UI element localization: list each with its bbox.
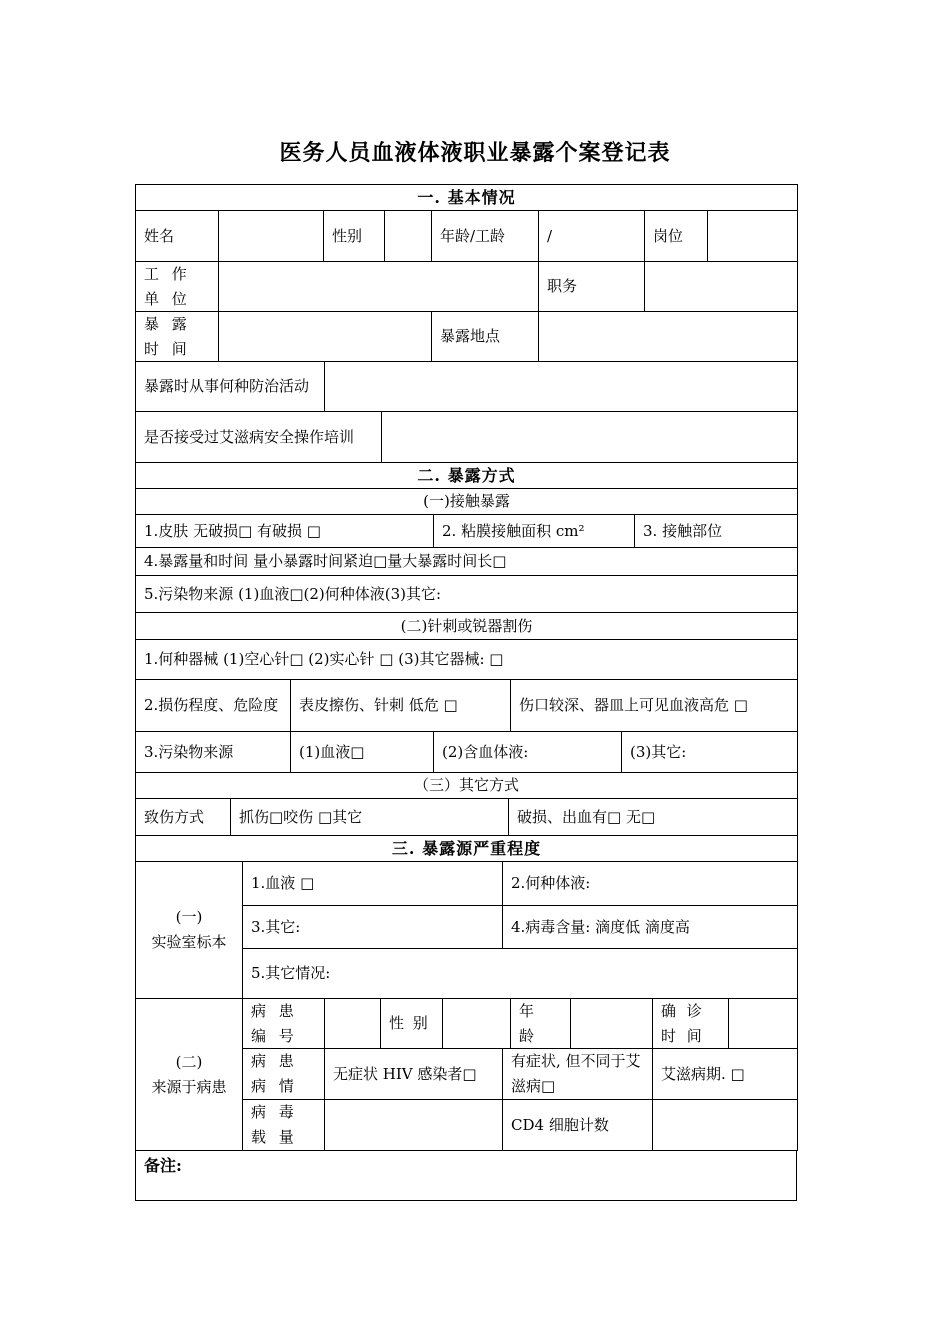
age-label: 年龄/工龄	[431, 210, 539, 262]
mucosa-area[interactable]: 2. 粘膜接触面积 cm²	[433, 514, 635, 548]
patient-group-number: (二)	[175, 1052, 203, 1071]
lab-group-title: 实验室标本	[151, 933, 227, 951]
exposure-time-label: 暴 露 时 间	[135, 311, 219, 362]
unit-label: 工 作 单 位	[135, 261, 219, 312]
name-label: 姓名	[135, 210, 219, 262]
age-field[interactable]: /	[538, 210, 645, 262]
symptomatic-option[interactable]: 有症状, 但不同于艾滋病□	[502, 1048, 653, 1100]
source-other-option[interactable]: (3)其它:	[621, 731, 798, 773]
exposure-place-label: 暴露地点	[431, 311, 539, 362]
contaminant-source-contact[interactable]: 5.污染物来源 (1)血液□(2)何种体液(3)其它:	[135, 575, 798, 613]
cd4-count-field[interactable]	[652, 1099, 798, 1151]
lab-blood-option[interactable]: 1.血液 □	[242, 861, 503, 906]
page-title: 医务人员血液体液职业暴露个案登记表	[279, 140, 671, 166]
patient-condition-label: 病 患 病 情	[242, 1048, 325, 1100]
cd4-count-label: CD4 细胞计数	[502, 1099, 653, 1151]
training-label: 是否接受过艾滋病安全操作培训	[135, 411, 382, 463]
patient-age-label: 年 龄	[510, 998, 571, 1049]
section1-heading: 一. 基本情况	[135, 184, 798, 211]
injury-degree-label: 2.损伤程度、危险度	[135, 679, 291, 732]
patient-gender-field[interactable]	[442, 998, 511, 1049]
exposure-amount[interactable]: 4.暴露量和时间 量小暴露时间紧迫□量大暴露时间长□	[135, 547, 798, 576]
lab-specimen-group	[135, 861, 243, 999]
post-label: 岗位	[644, 210, 708, 262]
unit-field[interactable]	[218, 261, 539, 312]
notes-label: 备注:	[144, 1156, 182, 1175]
patient-group-title: 来源于病患	[151, 1077, 227, 1096]
patient-id-label: 病 患 编 号	[242, 998, 325, 1049]
patient-age-field[interactable]	[570, 998, 653, 1049]
duty-field[interactable]	[644, 261, 798, 312]
patient-gender-label: 性 别	[380, 998, 443, 1049]
needle-injury-subheading: (二)针刺或锐器割伤	[135, 612, 798, 640]
contaminant-source-label: 3.污染物来源	[135, 731, 291, 773]
post-field[interactable]	[707, 210, 798, 262]
training-field[interactable]	[381, 411, 798, 463]
injury-way-options[interactable]: 抓伤□咬伤 □其它	[230, 798, 509, 836]
viral-load-label: 病 毒 载 量	[242, 1099, 325, 1151]
viral-load-field[interactable]	[324, 1099, 503, 1151]
bleeding-option[interactable]: 破损、出血有□ 无□	[508, 798, 798, 836]
patient-id-field[interactable]	[324, 998, 381, 1049]
diagnosis-time-field[interactable]	[728, 998, 798, 1049]
lab-other-field[interactable]: 3.其它:	[242, 905, 503, 949]
source-fluid-option[interactable]: (2)含血体液:	[433, 731, 622, 773]
contact-site[interactable]: 3. 接触部位	[634, 514, 798, 548]
asymptomatic-option[interactable]: 无症状 HIV 感染者□	[324, 1048, 503, 1100]
section2-heading: 二. 暴露方式	[135, 462, 798, 489]
exposure-place-field[interactable]	[538, 311, 798, 362]
lab-fluid-field[interactable]: 2.何种体液:	[502, 861, 798, 906]
gender-field[interactable]	[384, 210, 432, 262]
activity-field[interactable]	[324, 361, 798, 412]
lab-virus-level[interactable]: 4.病毒含量: 滴度低 滴度高	[502, 905, 798, 949]
lab-extra-field[interactable]: 5.其它情况:	[242, 948, 798, 999]
aids-stage-option[interactable]: 艾滋病期. □	[652, 1048, 798, 1100]
duty-label: 职务	[538, 261, 645, 312]
injury-low-option[interactable]: 表皮擦伤、针刺 低危 □	[290, 679, 511, 732]
contact-exposure-subheading: (一)接触暴露	[135, 488, 798, 515]
diagnosis-time-label: 确 诊 时 间	[652, 998, 729, 1049]
patient-source-group	[135, 998, 243, 1151]
notes-box[interactable]	[135, 1150, 797, 1201]
lab-group-number: (一)	[175, 908, 203, 926]
name-field[interactable]	[218, 210, 324, 262]
injury-way-label: 致伤方式	[135, 798, 231, 836]
gender-label: 性别	[323, 210, 385, 262]
source-blood-option[interactable]: (1)血液□	[290, 731, 434, 773]
section3-heading: 三. 暴露源严重程度	[135, 835, 798, 862]
skin-option[interactable]: 1.皮肤 无破损□ 有破损 □	[135, 514, 434, 548]
injury-high-option[interactable]: 伤口较深、器皿上可见血液高危 □	[510, 679, 798, 732]
activity-label: 暴露时从事何种防治活动	[135, 361, 325, 412]
other-way-subheading: （三）其它方式	[135, 772, 798, 799]
instrument-type[interactable]: 1.何种器械 (1)空心针□ (2)实心针 □ (3)其它器械: □	[135, 639, 798, 680]
exposure-time-field[interactable]	[218, 311, 432, 362]
